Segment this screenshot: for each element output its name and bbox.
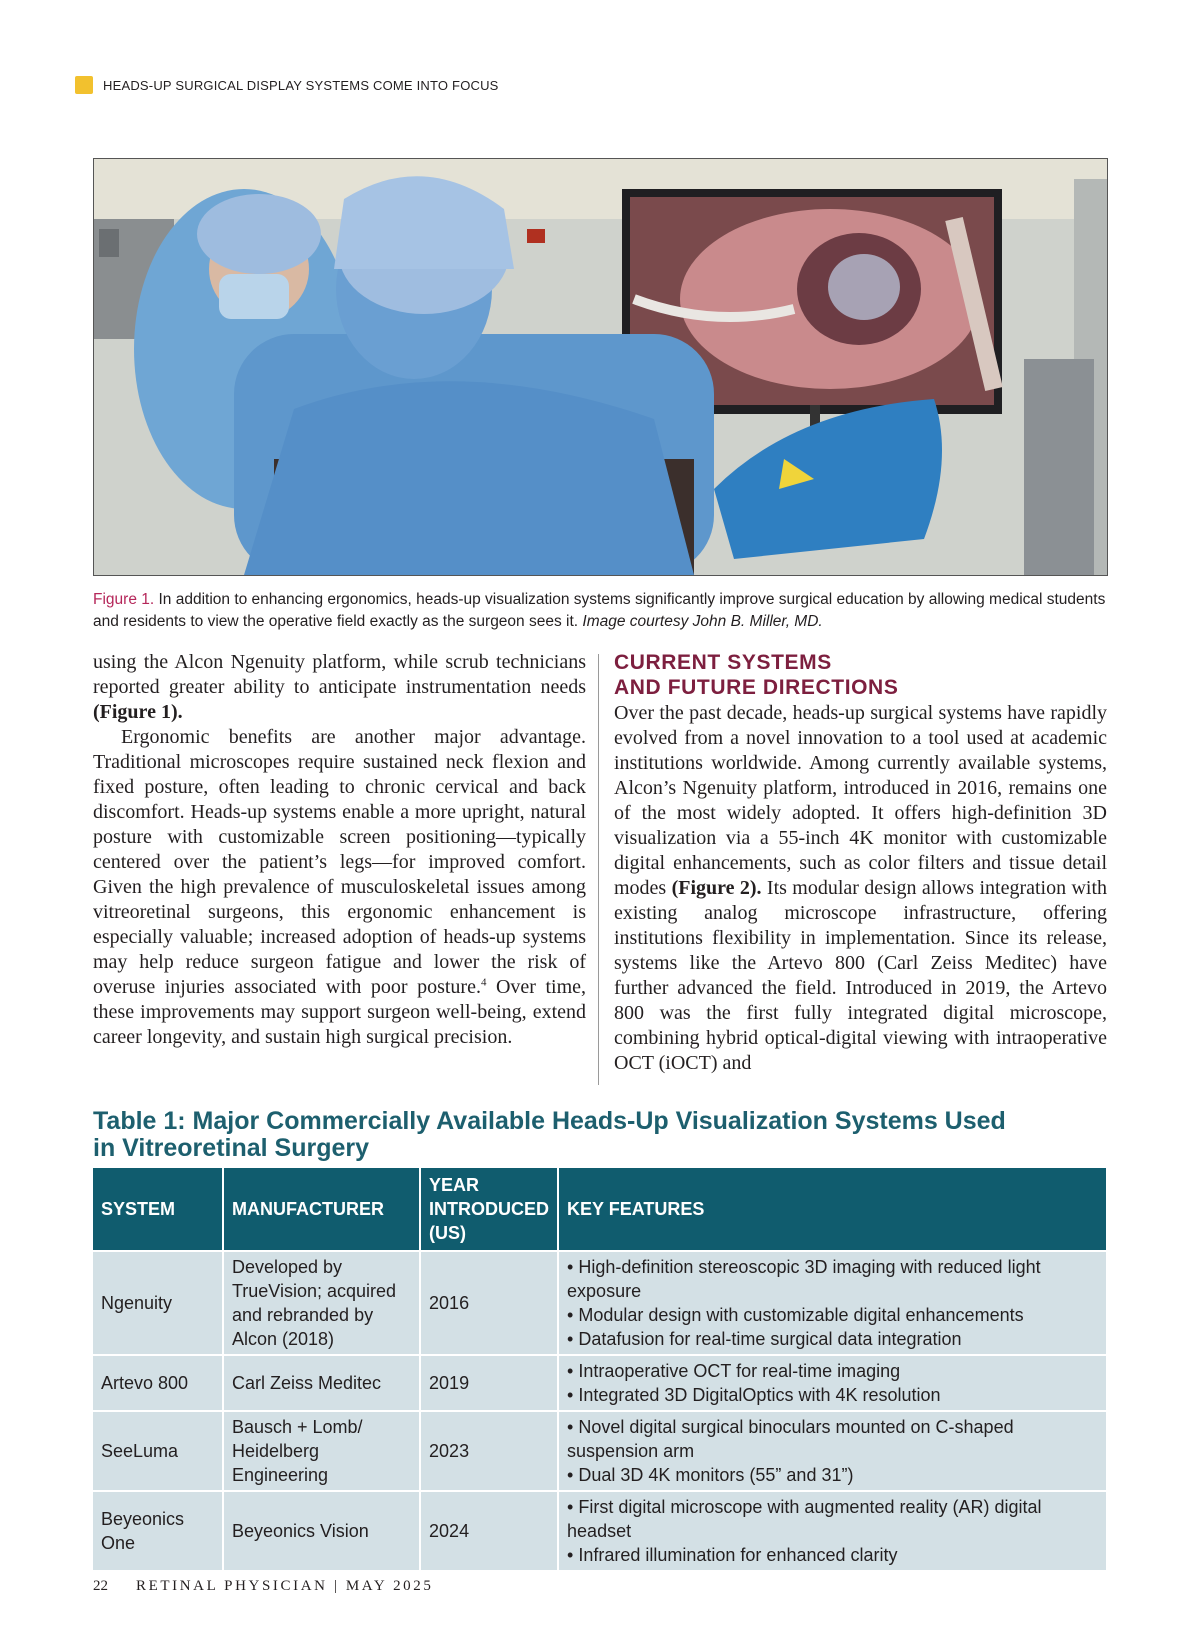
header-year-line-3: (US) (429, 1223, 467, 1243)
section-heading-line-1: CURRENT SYSTEMS (614, 651, 832, 674)
right-paragraph-1-tail: Its modular design allows integration with existing analog microscope infrastructure, offering institutions flexibility in implementation. Since its release, systems like the Artevo 800 (Carl Zeiss Meditec) have further advanced the field. Introduced in 2019, the Artevo 800 was the first fully integrated digital microscope, combining hybrid optical-digital viewing with intraoperative OCT (iOCT) and (614, 877, 1108, 1074)
publication-line: RETINAL PHYSICIAN | MAY 2025 (136, 1578, 434, 1594)
header-year-line-1: YEAR (429, 1175, 480, 1195)
page-number: 22 (93, 1578, 108, 1594)
table-header-row (93, 1168, 1106, 1251)
left-paragraph-1 (93, 650, 586, 725)
cell-features (558, 1355, 1106, 1411)
table-1-title-line-2: in Vitreoretinal Surgery (93, 1134, 370, 1162)
section-heading (614, 650, 1107, 700)
citation-superscript: 4 (480, 976, 487, 989)
running-header-title: HEADS-UP SURGICAL DISPLAY SYSTEMS COME INTO FOCUS (103, 77, 499, 93)
right-text-column (614, 650, 1107, 1076)
cell-features (558, 1491, 1106, 1570)
header-key-features: KEY FEATURES (558, 1168, 1106, 1251)
left-paragraph-1-text: using the Alcon Ngenuity platform, while scrub technicians reported greater ability to anticipate instrumentation needs (93, 651, 586, 698)
cell-system: Ngenuity (93, 1251, 223, 1355)
cell-year: 2023 (420, 1411, 558, 1491)
cell-manufacturer: Carl Zeiss Meditec (223, 1355, 420, 1411)
page-footer (93, 1578, 433, 1595)
cell-manufacturer: Developed by TrueVision; acquired and rebranded by Alcon (2018) (223, 1251, 420, 1355)
figure-1-credit: Image courtesy John B. Miller, MD. (582, 613, 823, 630)
cell-system: SeeLuma (93, 1411, 223, 1491)
right-paragraph-1 (614, 701, 1107, 1076)
left-paragraph-2 (93, 725, 586, 1050)
column-divider (598, 654, 599, 1085)
header-manufacturer: MANUFACTURER (223, 1168, 420, 1251)
figure-2-reference: (Figure 2). (671, 877, 762, 899)
table-row (93, 1251, 1106, 1355)
right-paragraph-1-text: Over the past decade, heads-up surgical systems have rapidly evolved from a novel innovation to a tool used at academic institutions worldwide. Among currently available systems, Alcon’s Ngenuity platform, introduced in 2016, remains one of the most widely adopted. It offers high-definition 3D visualization via a 55-inch 4K monitor with customizable digital enhancements, such as color filters and tissue detail modes (614, 702, 1107, 899)
table-row (93, 1355, 1106, 1411)
running-header (75, 75, 499, 95)
left-paragraph-2-text: Ergonomic benefits are another major advantage. Traditional microscopes require sustained neck flexion and fixed posture, often leading to chronic cervical and back discomfort. Heads-up systems enable a more upright, natural posture with customizable screen positioning—typically centered over the patient’s legs—for improved comfort. Given the high prevalence of musculoskeletal issues among vitreoretinal surgeons, this ergonomic enhancement is especially valuable; increased adoption of heads-up systems may help reduce surgeon fatigue and lower the risk of overuse injuries associated with poor posture. (93, 726, 586, 998)
figure-1-reference: (Figure 1). (93, 701, 183, 723)
feature-item: • Dual 3D 4K monitors (55” and 31”) (567, 1463, 1098, 1487)
figure-1-photo (93, 158, 1108, 576)
header-system: SYSTEM (93, 1168, 223, 1251)
feature-item: • Modular design with customizable digital enhancements (567, 1303, 1098, 1327)
table-1-title (93, 1108, 1106, 1162)
cell-features (558, 1411, 1106, 1491)
figure-1-caption (93, 589, 1106, 633)
figure-1-label: Figure 1. (93, 591, 155, 608)
cell-system: Beyeonics One (93, 1491, 223, 1570)
feature-item: • Infrared illumination for enhanced clarity (567, 1543, 1098, 1567)
cell-year: 2024 (420, 1491, 558, 1570)
systems-table (93, 1168, 1106, 1570)
cell-features (558, 1251, 1106, 1355)
feature-item: • High-definition stereoscopic 3D imaging with reduced light exposure (567, 1255, 1098, 1303)
table-1-title-line-1: Table 1: Major Commercially Available Heads-Up Visualization Systems Used (93, 1107, 1006, 1135)
left-text-column (93, 650, 586, 1050)
feature-item: • First digital microscope with augmented reality (AR) digital headset (567, 1495, 1098, 1543)
table-row (93, 1491, 1106, 1570)
header-year-introduced (420, 1168, 558, 1251)
section-color-square (75, 76, 93, 94)
cell-system: Artevo 800 (93, 1355, 223, 1411)
feature-item: • Datafusion for real-time surgical data integration (567, 1327, 1098, 1351)
cell-manufacturer: Beyeonics Vision (223, 1491, 420, 1570)
cell-manufacturer: Bausch + Lomb/ Heidelberg Engineering (223, 1411, 420, 1491)
cell-year: 2016 (420, 1251, 558, 1355)
feature-item: • Novel digital surgical binoculars mounted on C-shaped suspension arm (567, 1415, 1098, 1463)
feature-item: • Intraoperative OCT for real-time imaging (567, 1359, 1098, 1383)
left-paragraph-2-tail: Over time, these improvements may support surgeon well-being, extend career longevity, and sustain high surgical precision. (93, 976, 586, 1048)
feature-item: • Integrated 3D DigitalOptics with 4K resolution (567, 1383, 1098, 1407)
operating-room-illustration (94, 159, 1107, 575)
figure-1-caption-text: In addition to enhancing ergonomics, heads-up visualization systems significantly improve surgical education by allowing medical students and residents to view the operative field exactly as the surgeon sees it. (93, 591, 1106, 630)
table-row (93, 1411, 1106, 1491)
header-year-line-2: INTRODUCED (429, 1199, 550, 1219)
cell-year: 2019 (420, 1355, 558, 1411)
section-heading-line-2: AND FUTURE DIRECTIONS (614, 676, 899, 699)
